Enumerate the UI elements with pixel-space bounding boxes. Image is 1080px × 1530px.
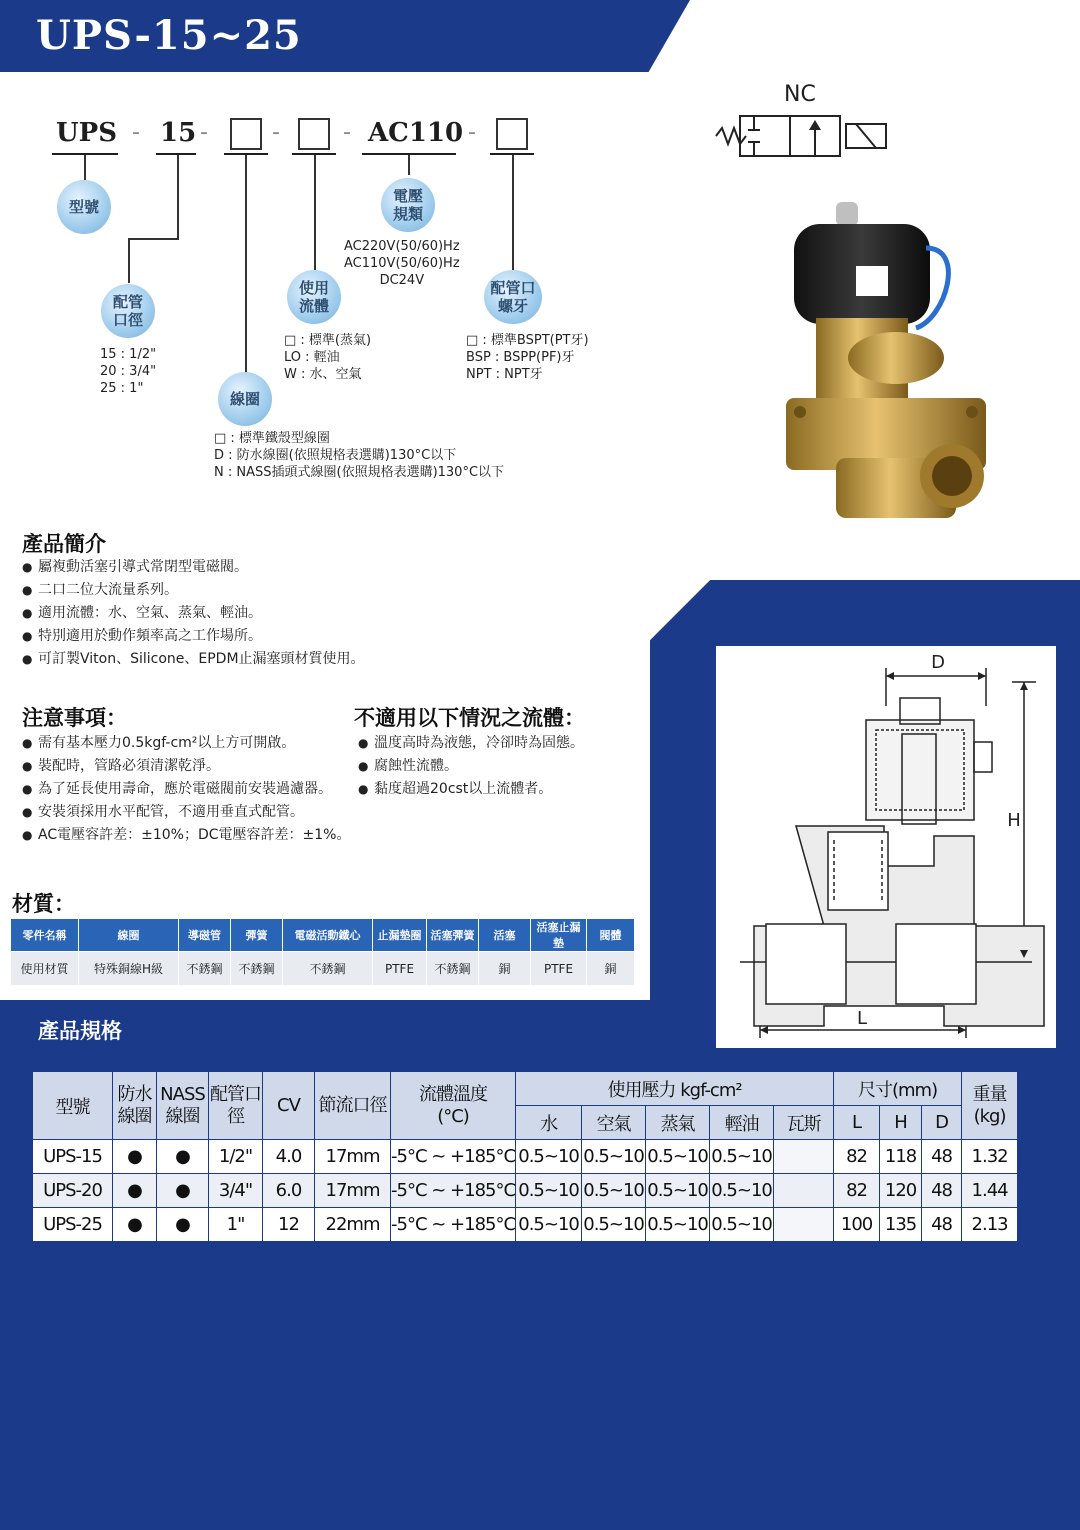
th-nass: NASS線圈 bbox=[157, 1072, 209, 1140]
table-cell: 不銹鋼 bbox=[179, 952, 231, 986]
cell-oil: 0.5~10 bbox=[710, 1140, 774, 1174]
cross-section-panel bbox=[716, 646, 1056, 1048]
table-cell: 活塞止漏墊 bbox=[531, 919, 587, 952]
table-cell: 零件名稱 bbox=[11, 919, 79, 952]
table-cell: PTFE bbox=[373, 952, 427, 986]
table-cell: 活塞彈簧 bbox=[427, 919, 479, 952]
table-cell: 閥體 bbox=[587, 919, 635, 952]
table-cell: 電磁活動鐵心 bbox=[283, 919, 373, 952]
table-row bbox=[33, 1140, 1018, 1174]
table-row bbox=[33, 1208, 1018, 1242]
cell-h: 135 bbox=[880, 1208, 922, 1242]
table-cell: 彈簧 bbox=[231, 919, 283, 952]
cell-gas bbox=[774, 1174, 834, 1208]
th-weight-unit: (kg) bbox=[973, 1105, 1006, 1127]
list-item: ● AC電壓容許差：±10%；DC電壓容許差：±1%。 bbox=[22, 824, 352, 847]
th-weight bbox=[962, 1072, 1018, 1140]
th-waterproof: 防水線圈 bbox=[113, 1072, 157, 1140]
dim-label-l: L bbox=[856, 1008, 868, 1029]
th-l: L bbox=[834, 1106, 880, 1140]
voltage-list: AC220V(50/60)Hz AC110V(50/60)Hz DC24V bbox=[344, 239, 460, 288]
bubble-port: 配管 口徑 bbox=[101, 284, 155, 338]
th-air: 空氣 bbox=[582, 1106, 646, 1140]
cell-orifice: 22mm bbox=[315, 1208, 391, 1242]
cell-orifice: 17mm bbox=[315, 1174, 391, 1208]
th-pressure: 使用壓力 kgf-cm² bbox=[516, 1072, 834, 1106]
code-dash: - bbox=[272, 120, 280, 145]
bubble-coil: 線圈 bbox=[218, 372, 272, 426]
cell-water: 0.5~10 bbox=[516, 1208, 582, 1242]
th-cv: CV bbox=[263, 1072, 315, 1140]
cell-gas bbox=[774, 1140, 834, 1174]
cell-port: 1/2" bbox=[209, 1140, 263, 1174]
fluid-list: □ : 標準(蒸氣) LO : 輕油 W : 水、空氣 bbox=[284, 333, 372, 382]
list-item: ● 裝配時，管路必須清潔乾淨。 bbox=[22, 755, 352, 778]
cell-steam: 0.5~10 bbox=[646, 1140, 710, 1174]
valve-photo-icon bbox=[776, 198, 1016, 528]
connector bbox=[314, 155, 316, 270]
cell-cv: 6.0 bbox=[263, 1174, 315, 1208]
table-header-row bbox=[33, 1072, 1018, 1106]
list-item: ● 屬複動活塞引導式常閉型電磁閥。 bbox=[22, 556, 462, 579]
th-weight-label: 重量 bbox=[972, 1083, 1007, 1105]
cell-temp: -5°C ~ +185°C bbox=[391, 1208, 516, 1242]
th-temp-label: 流體溫度 bbox=[419, 1083, 488, 1105]
bubble-thread: 配管口 螺牙 bbox=[484, 270, 542, 324]
unsuitable-heading: 不適用以下情況之流體： bbox=[354, 706, 585, 730]
cell-wp: ● bbox=[113, 1208, 157, 1242]
connector bbox=[512, 155, 514, 270]
cell-model: UPS-20 bbox=[33, 1174, 113, 1208]
cell-d: 48 bbox=[922, 1174, 962, 1208]
caution-list bbox=[22, 732, 352, 847]
bubble-voltage: 電壓 規類 bbox=[381, 178, 435, 232]
spec-table bbox=[32, 1071, 1018, 1242]
cell-oil: 0.5~10 bbox=[710, 1174, 774, 1208]
materials-heading: 材質： bbox=[12, 892, 75, 916]
table-row bbox=[33, 1174, 1018, 1208]
spec-heading: 產品規格 bbox=[38, 1019, 122, 1043]
th-port: 配管口徑 bbox=[209, 1072, 263, 1140]
th-d: D bbox=[922, 1106, 962, 1140]
cell-l: 82 bbox=[834, 1174, 880, 1208]
th-temp bbox=[391, 1072, 516, 1140]
cell-wp: ● bbox=[113, 1140, 157, 1174]
list-item: ● 溫度高時為液態，冷卻時為固態。 bbox=[358, 732, 648, 755]
list-item: ● 特別適用於動作頻率高之工作場所。 bbox=[22, 625, 462, 648]
cell-cv: 4.0 bbox=[263, 1140, 315, 1174]
cell-cv: 12 bbox=[263, 1208, 315, 1242]
nc-label: NC bbox=[784, 82, 816, 107]
table-cell: 導磁管 bbox=[179, 919, 231, 952]
cell-h: 120 bbox=[880, 1174, 922, 1208]
th-h: H bbox=[880, 1106, 922, 1140]
cell-steam: 0.5~10 bbox=[646, 1208, 710, 1242]
cell-wp: ● bbox=[113, 1174, 157, 1208]
th-gas: 瓦斯 bbox=[774, 1106, 834, 1140]
code-dash: - bbox=[200, 120, 208, 145]
code-fluid-box bbox=[298, 118, 330, 150]
table-cell: 止漏墊圈 bbox=[373, 919, 427, 952]
cell-l: 100 bbox=[834, 1208, 880, 1242]
table-cell: 銅 bbox=[479, 952, 531, 986]
cell-l: 82 bbox=[834, 1140, 880, 1174]
valve-symbol-icon bbox=[712, 108, 892, 162]
cell-nass: ● bbox=[157, 1174, 209, 1208]
intro-list bbox=[22, 556, 462, 671]
code-ups: UPS bbox=[56, 118, 118, 148]
thread-list: □ : 標準BSPT(PT牙) BSP : BSPP(PF)牙 NPT : NPT牙 bbox=[466, 333, 589, 382]
cell-d: 48 bbox=[922, 1208, 962, 1242]
cell-air: 0.5~10 bbox=[582, 1208, 646, 1242]
dim-label-d: D bbox=[931, 652, 945, 673]
connector bbox=[84, 155, 86, 180]
cell-d: 48 bbox=[922, 1140, 962, 1174]
cell-nass: ● bbox=[157, 1208, 209, 1242]
cell-temp: -5°C ~ +185°C bbox=[391, 1140, 516, 1174]
code-dash: - bbox=[468, 120, 476, 145]
connector bbox=[128, 238, 179, 240]
cell-weight: 1.44 bbox=[962, 1174, 1018, 1208]
caution-heading: 注意事項： bbox=[22, 706, 127, 730]
th-steam: 蒸氣 bbox=[646, 1106, 710, 1140]
cell-port: 3/4" bbox=[209, 1174, 263, 1208]
cell-temp: -5°C ~ +185°C bbox=[391, 1174, 516, 1208]
th-dims: 尺寸(mm) bbox=[834, 1072, 962, 1106]
table-cell: 不銹鋼 bbox=[231, 952, 283, 986]
table-cell: 銅 bbox=[587, 952, 635, 986]
coil-list: □ : 標準鐵殼型線圈 D : 防水線圈(依照規格表選購)130°C以下 N : NASS插頭式線圈(依照規格表選購)130°C以下 bbox=[214, 431, 505, 480]
list-item: ● 適用流體：水、空氣、蒸氣、輕油。 bbox=[22, 602, 462, 625]
code-dash: - bbox=[132, 120, 140, 145]
cell-gas bbox=[774, 1208, 834, 1242]
cell-nass: ● bbox=[157, 1140, 209, 1174]
cell-air: 0.5~10 bbox=[582, 1174, 646, 1208]
list-item: ● 為了延長使用壽命，應於電磁閥前安裝過濾器。 bbox=[22, 778, 352, 801]
cell-water: 0.5~10 bbox=[516, 1140, 582, 1174]
table-cell: 不銹鋼 bbox=[283, 952, 373, 986]
code-thread-box bbox=[496, 118, 528, 150]
list-item: ● 二口二位大流量系列。 bbox=[22, 579, 462, 602]
cell-port: 1" bbox=[209, 1208, 263, 1242]
connector bbox=[245, 155, 247, 380]
connector bbox=[177, 155, 179, 240]
table-cell: 特殊銅線H級 bbox=[79, 952, 179, 986]
list-item: ● 可訂製Viton、Silicone、EPDM止漏塞頭材質使用。 bbox=[22, 648, 462, 671]
th-temp-unit: (°C) bbox=[437, 1105, 469, 1127]
th-water: 水 bbox=[516, 1106, 582, 1140]
table-cell: PTFE bbox=[531, 952, 587, 986]
code-coil-box bbox=[230, 118, 262, 150]
list-item: ● 腐蝕性流體。 bbox=[358, 755, 648, 778]
cross-section-icon bbox=[716, 646, 1056, 1048]
connector bbox=[128, 238, 130, 283]
code-underline bbox=[156, 153, 196, 155]
cell-oil: 0.5~10 bbox=[710, 1208, 774, 1242]
materials-table bbox=[10, 918, 635, 986]
unsuitable-list bbox=[358, 732, 648, 801]
cell-h: 118 bbox=[880, 1140, 922, 1174]
th-model: 型號 bbox=[33, 1072, 113, 1140]
table-cell: 使用材質 bbox=[11, 952, 79, 986]
code-size: 15 bbox=[160, 118, 197, 148]
list-item: ● 安裝須採用水平配管，不適用垂直式配管。 bbox=[22, 801, 352, 824]
cell-weight: 1.32 bbox=[962, 1140, 1018, 1174]
th-orifice: 節流口徑 bbox=[315, 1072, 391, 1140]
th-oil: 輕油 bbox=[710, 1106, 774, 1140]
intro-heading: 產品簡介 bbox=[22, 532, 106, 556]
connector bbox=[408, 155, 410, 175]
code-dash: - bbox=[343, 120, 351, 145]
dim-label-h: H bbox=[1007, 810, 1021, 831]
cell-water: 0.5~10 bbox=[516, 1174, 582, 1208]
cell-weight: 2.13 bbox=[962, 1208, 1018, 1242]
table-cell: 活塞 bbox=[479, 919, 531, 952]
cell-air: 0.5~10 bbox=[582, 1140, 646, 1174]
cell-model: UPS-25 bbox=[33, 1208, 113, 1242]
bubble-model: 型號 bbox=[57, 180, 111, 234]
list-item: ● 黏度超過20cst以上流體者。 bbox=[358, 778, 648, 801]
bubble-fluid: 使用 流體 bbox=[287, 270, 341, 324]
cell-steam: 0.5~10 bbox=[646, 1174, 710, 1208]
table-cell: 線圈 bbox=[79, 919, 179, 952]
page-title: UPS-15~25 bbox=[36, 12, 302, 59]
cell-model: UPS-15 bbox=[33, 1140, 113, 1174]
port-size-list: 15 : 1/2" 20 : 3/4" 25 : 1" bbox=[100, 347, 157, 396]
table-row bbox=[11, 952, 635, 986]
table-row bbox=[11, 919, 635, 952]
table-cell: 不銹鋼 bbox=[427, 952, 479, 986]
code-voltage: AC110 bbox=[368, 118, 464, 148]
list-item: ● 需有基本壓力0.5kgf-cm²以上方可開啟。 bbox=[22, 732, 352, 755]
cell-orifice: 17mm bbox=[315, 1140, 391, 1174]
